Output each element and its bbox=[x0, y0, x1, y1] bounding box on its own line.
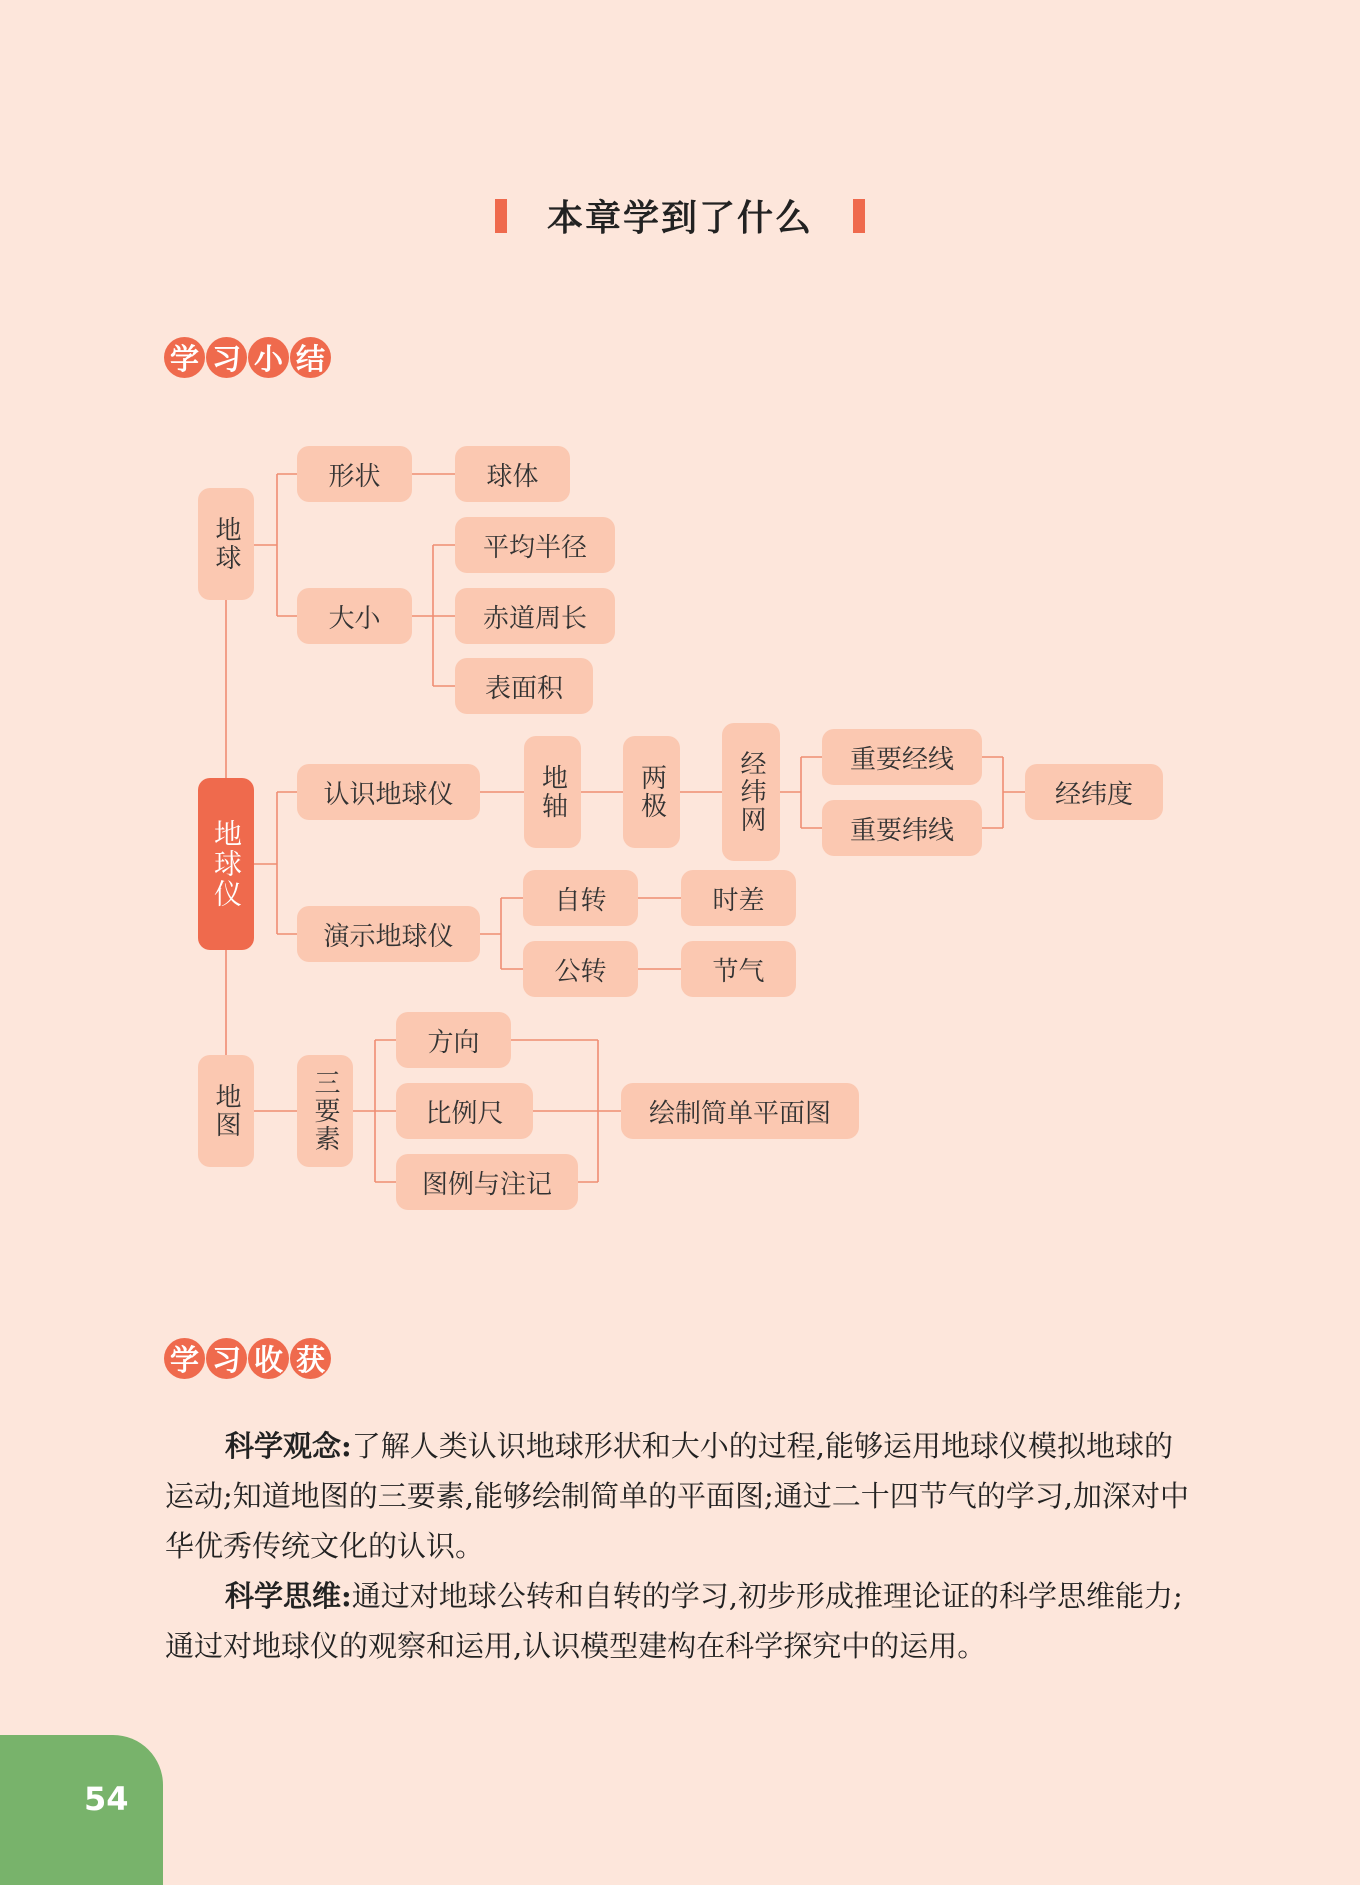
badge-char: 结 bbox=[290, 337, 331, 378]
node-sphere: 球体 bbox=[455, 446, 570, 502]
node-two-poles: 两极 bbox=[623, 736, 680, 848]
node-equator-length: 赤道周长 bbox=[455, 588, 615, 644]
gains-paragraph-concept bbox=[165, 1421, 1200, 1571]
badge-char: 小 bbox=[248, 337, 289, 378]
gains-text: 通过对地球公转和自转的学习,初步形成推理论证的科学思维能力;通过对地球仪的观察和运用,认识模型建构在科学探究中的运用。 bbox=[165, 1579, 1183, 1663]
gains-paragraph-thinking bbox=[165, 1571, 1200, 1671]
node-demo-globe: 演示地球仪 bbox=[297, 906, 480, 962]
node-rotation: 自转 bbox=[523, 870, 638, 926]
node-direction: 方向 bbox=[396, 1012, 511, 1068]
node-shape: 形状 bbox=[297, 446, 412, 502]
badge-char: 学 bbox=[164, 337, 205, 378]
page-number-tab bbox=[0, 1735, 163, 1885]
node-globe-root: 地球仪 bbox=[198, 778, 254, 950]
node-map: 地图 bbox=[198, 1055, 254, 1167]
gains-label: 科学思维: bbox=[225, 1579, 352, 1613]
gains-text: 了解人类认识地球形状和大小的过程,能够运用地球仪模拟地球的运动;知道地图的三要素,能够绘制简单的平面图;通过二十四节气的学习,加深对中华优秀传统文化的认识。 bbox=[165, 1429, 1189, 1563]
node-revolution: 公转 bbox=[523, 941, 638, 997]
gains-label: 科学观念: bbox=[225, 1429, 352, 1463]
node-surface-area: 表面积 bbox=[455, 658, 593, 714]
node-solar-term: 节气 bbox=[681, 941, 796, 997]
title-text: 本章学到了什么 bbox=[546, 198, 813, 239]
node-earth: 地球 bbox=[198, 488, 254, 600]
section-badge-gains bbox=[164, 1338, 332, 1379]
node-lat-lon-grid: 经纬网 bbox=[722, 723, 780, 861]
badge-char: 习 bbox=[206, 337, 247, 378]
node-scale: 比例尺 bbox=[396, 1083, 533, 1139]
node-time-difference: 时差 bbox=[681, 870, 796, 926]
node-know-globe: 认识地球仪 bbox=[297, 764, 480, 820]
badge-char: 学 bbox=[164, 1338, 205, 1379]
node-major-parallel: 重要纬线 bbox=[822, 800, 982, 856]
node-size: 大小 bbox=[297, 588, 412, 644]
badge-char: 获 bbox=[290, 1338, 331, 1379]
node-lat-lon: 经纬度 bbox=[1025, 764, 1163, 820]
node-legend-notes: 图例与注记 bbox=[396, 1154, 578, 1210]
node-earth-axis: 地轴 bbox=[524, 736, 581, 848]
node-draw-plan: 绘制简单平面图 bbox=[621, 1083, 859, 1139]
node-avg-radius: 平均半径 bbox=[455, 517, 615, 573]
badge-char: 收 bbox=[248, 1338, 289, 1379]
page-number: 54 bbox=[84, 1780, 129, 1818]
badge-char: 习 bbox=[206, 1338, 247, 1379]
node-three-elements: 三要素 bbox=[297, 1055, 353, 1167]
node-major-meridian: 重要经线 bbox=[822, 729, 982, 785]
